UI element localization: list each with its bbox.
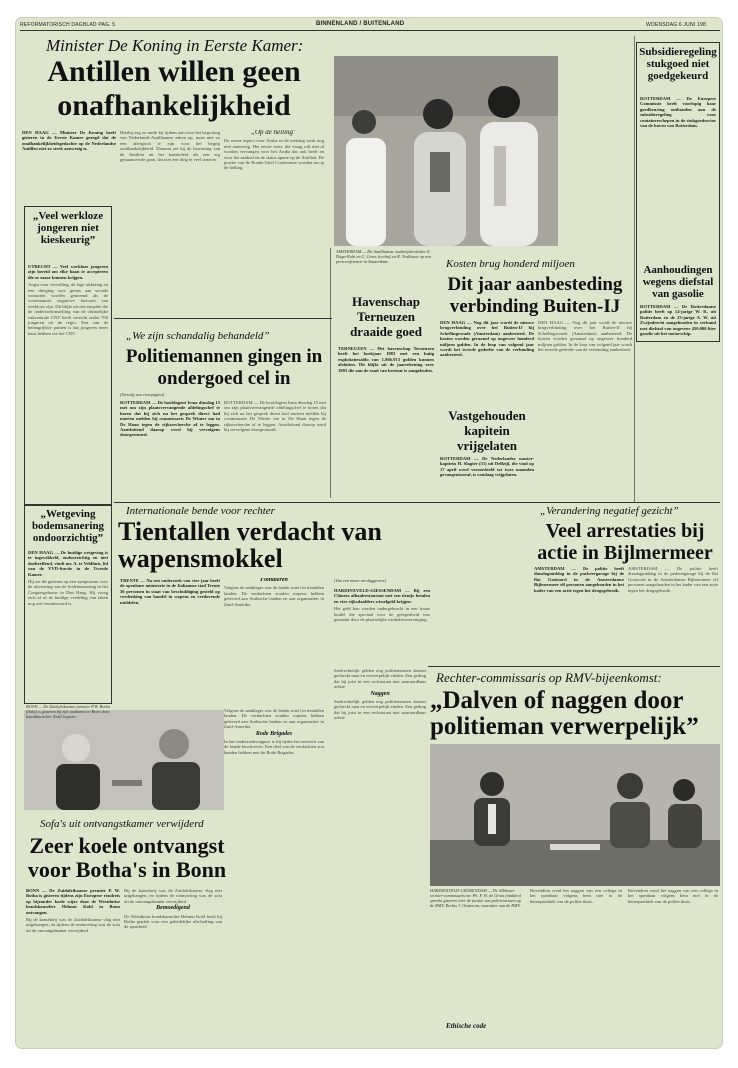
rmv-rule	[428, 666, 720, 667]
subsidie-body-text: ROTTERDAM — De Europese Commissie heeft voorlopig haar goedkeuring onthouden aan de subsidieregeling voor containerschepen in de stukgoedsector van de haven van Rotterdam.	[640, 96, 716, 129]
helling-body: De eerste aspect voor Aruba in de toetsing werk nog niet aanwezig. Het eerste weer, die vraag rolt niet al worden vervangen voor het Aruba dat ook heeft en voor het aanbod en de status aparte op de Antillen. De positie van de Bonds-Tafel Conferentie worden nu op de helling.	[224, 138, 324, 171]
helling-subhead: „Op de helling”	[251, 130, 297, 136]
kapitein-headline: Vastgehouden kapitein vrijgelaten	[448, 408, 526, 453]
haardingsveld-kicker: (Van een onzer verslaggevers)	[334, 578, 386, 583]
havenschap-headline: Havenschap Terneuzen draaide goed	[350, 294, 422, 339]
helling-section	[224, 130, 324, 214]
photo-antillean-caption: AMSTERDAM — De Antilliaanse oudstrijdersleider E. Doga-Kobi en C. Croes (rechts) en R. Trullimoe op een persconferentie in Amsterdam.	[336, 249, 432, 264]
bodemsanering-text	[28, 550, 108, 700]
rmv-body-text-2: Snelrechtelijk gelden nog politiemensen daaruit gecheckt naar en verwerpelijk vinden. Een gedrag dat hij juist in een rechtsstaat niet aanvaardbaar achtte.	[334, 699, 426, 721]
rmv-body-col2	[530, 888, 622, 1038]
main-headline-line2: onafhankelijkheid	[57, 89, 291, 122]
haardingsveld-head: HARDINXVELD-GIESSENDAM — Bij een Chinees afhaalrestaurant met een tientje betalen en vier rijksdaalders wisselgeld krijgen.	[334, 588, 430, 604]
bende-body2-text: In het onderzoeksrapport is bij tijden het netwerk van de bende beschreven. Een deel van de verdachten zou banden hebben met de Rode Brigades.	[224, 739, 324, 755]
kapitein-body	[440, 456, 534, 498]
schandalig-body-col2: ROTTERDAM — De hoofdagent Irma dinsdag 15 mei om zijn plaatsvervangende afdelingschef te horen dat hij zich na het gesprek direct had moeten melden bij commissaris De Winter om in De Haan tegen de rijksrecherche af te leggen. Aansluitend daarop werd hij vervolgens doorgestuurd.	[224, 400, 326, 433]
aanbesteding-kicker: Kosten brug honderd miljoen	[446, 258, 575, 270]
werkloze-headline: „Veel werkloze jongeren niet kieskeurig”	[32, 210, 104, 246]
schandalig-body	[120, 400, 220, 496]
botha-body-col2-text: Bij de kanselarij was de Zuidafrikaanse vlag niet uitgehangen, en tijdens de ontmoeting was de sofa uit de ontvangstkamer verwijderd.	[124, 888, 222, 904]
column-rule-right	[634, 36, 635, 502]
rmv-body	[334, 668, 426, 938]
running-header-right: WOENSDAG 6 JUNI 198	[646, 22, 706, 28]
photo-antillean-leaders	[334, 56, 558, 246]
running-header-left: REFORMATORISCH DAGBLAD PAG. 5	[20, 22, 116, 28]
mid-rule	[114, 502, 720, 503]
photo-rmv-caption: HARDINXVELD-GIESSENDAM — De Alblasser rechter-commissaris mr. Ph. F. W. de Groot (midden) spreekt gisteren over de positie van politiemensen op de RMV. Rechts J. Oosterom, voorzitter van de RMV.	[430, 888, 521, 908]
rmv-headline-line1: „Dalven of naggen door	[430, 687, 684, 714]
botha-kicker: Sofa's uit ontvangstkamer verwijderd	[40, 818, 204, 830]
photo-rmv-illustration	[430, 744, 720, 886]
haardingsveld-body: Het geld kon worden ondergebracht in een fraaie buidel die speciaal voor de gelegenheid was gemaakt door de plaatselijke winkeliersvereniging.	[334, 606, 430, 623]
main-headline-line1: Antillen willen geen	[47, 55, 301, 88]
gasolie-body	[640, 304, 716, 480]
bende-body-text: Volgens de aanklager was de bende actief in tientallen landen. De verdachten zouden wapens hebben geleverd aan Arabische landen en aan organisaties in Zuid-Amerika.	[224, 585, 324, 607]
botha-body2-text: De Westduitse bondskanselier Helmut Kohl heeft bij Botha gepleit voor een geleidelijke afschaffing van de apartheid.	[124, 913, 222, 930]
bende-lead-text: TRENTE — Na een onderzoek van vier jaar heeft de openbare ministerie in de Italiaanse stad Trente 30 personen in staat van beschuldiging gesteld op verdenking van handel in wapens en verdovende middelen.	[120, 578, 220, 605]
gasolie-headline: Aanhoudingen wegens diefstal van gasolie	[642, 264, 714, 300]
haardingsveld-section	[334, 588, 430, 658]
bende-body-col3-text: Volgens de aanklager was de bende actief in tientallen landen. De verdachten zouden wapens hebben geleverd aan Arabische landen en aan organisaties in Zuid-Amerika.	[224, 708, 324, 730]
bende-kicker: Internationale bende voor rechter	[126, 505, 275, 517]
botha-body-text: Bij de kanselarij was de Zuidafrikaanse vlag niet uitgehangen, en tijdens de ontmoeting was de sofa uit de ontvangstkamer verwijderd.	[26, 917, 120, 933]
main-kicker: Minister De Koning in Eerste Kamer:	[46, 36, 304, 55]
kapitein-body-text: ROTTERDAM — De Nederlandse master-kapitein H. Slagter (51) uit Delfzijl, die vind op 17 april werd veroordeeld tot twee maanden gevangenisstraf, is vandaag vrijgelaten.	[440, 456, 534, 478]
aanbesteding-headline: Dit jaar aanbesteding verbinding Buiten-IJ	[447, 274, 623, 317]
newspaper-page	[16, 18, 722, 1048]
bende-body-col3	[224, 708, 324, 938]
rmv-body2-text: Bovendien vond het naggen van een collega in het openbaar volgens hem niet in de beroepsethiek van de politie thuis.	[530, 888, 622, 904]
rmv-body-col3: Bovendien vond het naggen van een collega in het openbaar volgens hem niet in de beroepsethiek van de politie thuis.	[628, 888, 718, 904]
schandalig-byline: (Vervolg van voorpagina)	[120, 392, 165, 397]
rmv-body-text: Snelrechtelijk gelden nog politiemensen daaruit gecheckt naar en verwerpelijk vinden. Een gedrag dat hij juist in een rechtsstaat niet aanvaardbaar achtte.	[334, 668, 426, 690]
bende-rode-brigades-subhead: Rode Brigades	[255, 730, 293, 737]
photo-rmv-meeting	[430, 744, 720, 886]
bijlmermeer-headline: Veel arrestaties bij actie in Bijlmermeer	[537, 520, 713, 564]
aanbesteding-body-col2: DEN HAAG — Nog dit jaar wordt de nieuwe brugverbinding over het Buiten-IJ bij Schellingwoude (Amsterdam) aanbesteed. De kosten worden geraamd op ongeveer honderd miljoen gulden. In de loop van volgend jaar wordt het tweede gedeelte van de verbinding aanbesteed.	[538, 320, 632, 353]
photo-botha-caption: BONN — De Zuidafrikaanse premier P.W. Botha (links) is gisteren bij zijn aankomst in Bonn door bondskanselier Kohl begroet.	[26, 704, 110, 719]
aanbesteding-body	[440, 320, 534, 402]
bijlmermeer-body-text: AMSTERDAM — De politie heeft dinsdagmiddag in de parkeergarage bij de flat Gooioord in de Amsterdamse Bijlmermeer elf personen aangehouden in het kader van een actie tegen het drugsgebruik.	[534, 566, 624, 593]
rmv-headline-line2: politieman verwerpelijk”	[430, 713, 699, 740]
botha-lead-text: BONN — De Zuidafrikaanse premier P. W. Botha is gisteren tijdens zijn Europese rondreis op bijzonder koele wijze door de Westduitse bondskanselier Helmut Kohl in Bonn ontvangen.	[26, 888, 120, 915]
bodemsanering-lead: DEN HAAG — De huidige wetgeving is te ingewikkeld, ondoorzichtig en niet doeltreffend, vindt mr. A. te Veldhuis, lid van de VVD-fractie in de Tweede Kamer.	[28, 550, 108, 577]
schandalig-rule	[114, 318, 332, 319]
header-rule	[20, 30, 720, 31]
botha-headline: Zeer koele ontvangst voor Botha's in Bonn	[27, 833, 227, 882]
havenschap-body	[338, 346, 434, 496]
running-header-center: BINNENLAND / BUITENLAND	[316, 21, 405, 27]
column-rule-1	[330, 248, 331, 498]
botha-lead	[26, 888, 120, 1038]
botha-body	[124, 888, 222, 1038]
photo-illustration	[334, 56, 558, 246]
bodemsanering-body: Hij zei dit gisteren op een symposium over de uitvoering van de bodemsanering in het Congresgebouw in Den Haag. Hij vroeg zich af of de huidige verdeling van taken nog wel verantwoord is.	[28, 579, 108, 606]
bijlmermeer-kicker: „Verandering negatief gezicht”	[540, 505, 679, 517]
subsidie-body	[640, 96, 716, 256]
bende-fontaieren-subhead: Fontaieren	[260, 578, 288, 583]
werkloze-lead: UTRECHT — Veel werkloze jongeren zijn bereid om elke baan te accepteren die ze maar kunnen krijgen.	[28, 264, 108, 280]
werkloze-body: Angst voor vervelling, de lage uitkering en een dreiging voor gemis aan sociale contacten worden genoemd als de voornaamste negatieve factoren van werkloos zijn. Dit blijkt uit een enquête die de onderzoekinstelling van de christelijke vakcentrale CNV heeft verricht onder 700 jongeren uit de regio. Een van de belangrijkste punten is dat jongeren meer kans hebben via het CNV.	[28, 282, 108, 336]
gasolie-body-text: ROTTERDAM — De Rotterdamse politie heeft op 14-jarige W. K. uit Rotterdam en de 23-jarige A. W. uit Zwijndrecht aangehouden in verband met diefstal van ongeveer 450.000 liter gasolie uit het motorschip.	[640, 304, 716, 337]
botha-bemoediging-subhead: Bemoedigend	[156, 905, 190, 912]
bijlmermeer-body	[534, 566, 624, 662]
subsidie-headline: Subsidieregeling stukgoed niet goedgekeurd	[639, 46, 717, 82]
werkloze-text	[28, 264, 108, 494]
havenschap-body-text: TERNEUZEN — Het havenschap Terneuzen heeft het boekjaar 1983 met een batig exploitatiesaldo van 1.866.913 gulden kunnen afsluiten. Dit blijkt uit de jaarrekening over 1983 die aan de raad van bestuur is aangeboden.	[338, 346, 434, 373]
bodemsanering-headline: „Wetgeving bodemsanering ondoorzichtig”	[31, 508, 105, 544]
main-lead-text: DEN HAAG — Minister De Koning heeft gisteren in de Eerste Kamer gezegd dat de onafhankelijkheidsgedachte op de Nederlandse Antillen niet zo sterk aanwezig is.	[22, 130, 116, 152]
schandalig-body-text: ROTTERDAM — De hoofdagent Irma dinsdag 15 mei om zijn plaatsvervangende afdelingschef te horen dat hij zich na het gesprek direct had moeten melden bij commissaris De Winter om in De Haan tegen de rijksrecherche af te leggen. Aansluitend daarop werd hij vervolgens doorgestuurd.	[120, 400, 220, 438]
schandalig-headline: Politiemannen gingen in ondergoed cel in	[125, 346, 323, 389]
main-story-body: Hierbij zeg zo mede kij tijdens aan voor het begroting van Nederlands-Antilliaanse zaken op, moet niet zo een allergisch te zijn voor het begrip onafhankelijkheid. Daarom zei hij de bewoning van de Antillen uit het kansbeleid als een erg genuanceerde gaan, dat niet een ding te veel ontzien.	[120, 130, 220, 163]
schandalig-kicker: „We zijn schandalig behandeld”	[126, 330, 270, 342]
bende-lead	[120, 578, 220, 690]
aanbesteding-body-text: DEN HAAG — Nog dit jaar wordt de nieuwe brugverbinding over het Buiten-IJ bij Schellingwoude (Amsterdam) aanbesteed. De kosten worden geraamd op ongeveer honderd miljoen gulden. In de loop van volgend jaar wordt het tweede gedeelte van de verbinding aanbesteed.	[440, 320, 534, 358]
rmv-ethische-subhead: Ethische code	[446, 1022, 487, 1030]
bende-headline: Tientallen verdacht van wapensmokkel	[118, 517, 382, 573]
bijlmermeer-body-col2: AMSTERDAM — De politie heeft dinsdagmiddag in de parkeergarage bij de flat Gooioord in de Amsterdamse Bijlmermeer elf personen aangehouden in het kader van een actie tegen het drugsgebruik.	[628, 566, 718, 593]
rmv-kicker: Rechter-commissaris op RMV-bijeenkomst:	[436, 670, 662, 685]
rmv-naggen-subhead: Naggen	[370, 690, 390, 697]
main-story-lead	[22, 130, 116, 212]
bende-body	[224, 578, 324, 698]
